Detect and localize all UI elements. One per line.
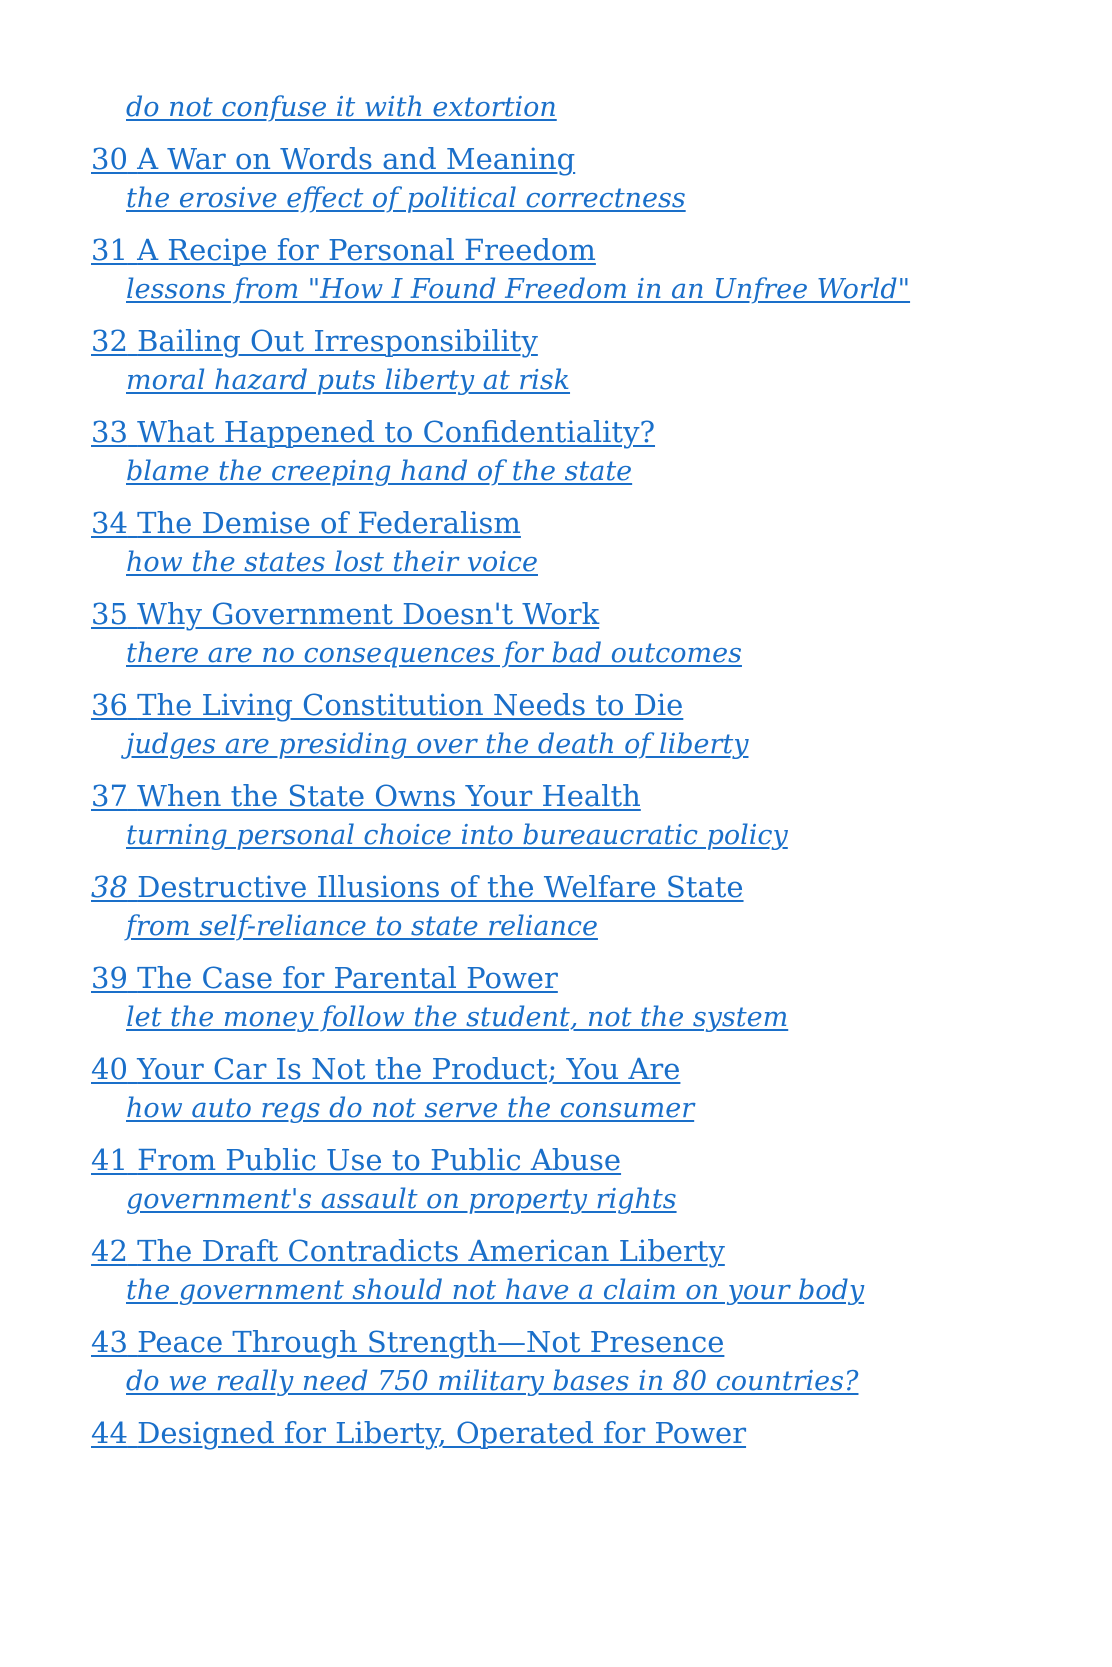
chapter-number: 35: [91, 597, 128, 631]
chapter-title: Peace Through Strength—Not Presence: [137, 1325, 725, 1359]
chapter-title: The Demise of Federalism: [137, 506, 521, 540]
toc-subtitle-link[interactable]: government's assault on property rights: [126, 1184, 677, 1215]
toc-title-link[interactable]: [91, 1413, 1071, 1453]
chapter-number: 40: [91, 1052, 128, 1086]
chapter-number: 33: [91, 415, 128, 449]
chapter-number: 37: [91, 779, 128, 813]
toc-entry: [91, 594, 1071, 673]
toc-entry: [91, 321, 1071, 400]
toc-title-link[interactable]: [91, 685, 1071, 725]
chapter-title: Why Government Doesn't Work: [137, 597, 600, 631]
chapter-title: A Recipe for Personal Freedom: [137, 233, 596, 267]
chapter-title: What Happened to Confidentiality?: [137, 415, 656, 449]
chapter-number: 44: [91, 1416, 128, 1450]
toc-entry: [91, 1322, 1071, 1401]
toc-title-link[interactable]: [91, 867, 1071, 907]
toc-subtitle-link[interactable]: let the money follow the student, not the system: [126, 1002, 789, 1033]
toc-subtitle-link[interactable]: do not confuse it with extortion: [126, 92, 557, 123]
toc-entry-list: [91, 139, 1071, 1453]
toc-entry: [91, 685, 1071, 764]
chapter-number: 34: [91, 506, 128, 540]
toc-entry: [91, 776, 1071, 855]
chapter-title: The Case for Parental Power: [137, 961, 558, 995]
chapter-title: A War on Words and Meaning: [137, 142, 576, 176]
toc-entry: [91, 1049, 1071, 1128]
toc-title-link[interactable]: [91, 1140, 1071, 1180]
toc-subtitle-link[interactable]: there are no consequences for bad outcomes: [126, 638, 742, 669]
toc-entry: [91, 230, 1071, 309]
chapter-number: 41: [91, 1143, 128, 1177]
toc-entry: [91, 139, 1071, 218]
toc-subtitle-link[interactable]: the government should not have a claim on your body: [126, 1275, 865, 1306]
toc-title-link[interactable]: [91, 1322, 1071, 1362]
toc-subtitle-link[interactable]: how auto regs do not serve the consumer: [126, 1093, 695, 1124]
chapter-title: The Draft Contradicts American Liberty: [137, 1234, 725, 1268]
toc-title-link[interactable]: [91, 230, 1071, 270]
toc-title-link[interactable]: [91, 958, 1071, 998]
toc-subtitle-link[interactable]: moral hazard puts liberty at risk: [126, 365, 571, 396]
toc-subtitle-link[interactable]: from self-reliance to state reliance: [126, 911, 598, 942]
chapter-number: 38: [91, 870, 128, 904]
toc-title-link[interactable]: [91, 776, 1071, 816]
chapter-title: When the State Owns Your Health: [137, 779, 641, 813]
toc-entry-continued: [91, 88, 1071, 127]
chapter-number: 36: [91, 688, 128, 722]
chapter-number: 32: [91, 324, 128, 358]
chapter-title: Designed for Liberty, Operated for Power: [137, 1416, 747, 1450]
chapter-title: Bailing Out Irresponsibility: [137, 324, 538, 358]
toc-entry: [91, 958, 1071, 1037]
toc-entry: [91, 1231, 1071, 1310]
chapter-title: The Living Constitution Needs to Die: [137, 688, 684, 722]
toc-title-link[interactable]: [91, 321, 1071, 361]
toc-subtitle-link[interactable]: judges are presiding over the death of liberty: [126, 729, 749, 760]
toc-subtitle-link[interactable]: do we really need 750 military bases in 80 countries?: [126, 1366, 859, 1397]
toc-entry: [91, 867, 1071, 946]
toc-subtitle-link[interactable]: blame the creeping hand of the state: [126, 456, 633, 487]
chapter-number: 39: [91, 961, 128, 995]
toc-entry: [91, 503, 1071, 582]
chapter-title: Destructive Illusions of the Welfare State: [137, 870, 744, 904]
toc-subtitle-link[interactable]: how the states lost their voice: [126, 547, 538, 578]
chapter-title: From Public Use to Public Abuse: [137, 1143, 622, 1177]
toc-title-link[interactable]: [91, 594, 1071, 634]
table-of-contents: [91, 88, 1071, 1465]
toc-title-link[interactable]: [91, 412, 1071, 452]
toc-title-link[interactable]: [91, 1049, 1071, 1089]
toc-title-link[interactable]: [91, 139, 1071, 179]
toc-entry: [91, 1140, 1071, 1219]
toc-entry: [91, 1413, 1071, 1453]
chapter-number: 31: [91, 233, 128, 267]
toc-title-link[interactable]: [91, 503, 1071, 543]
chapter-number: 43: [91, 1325, 128, 1359]
toc-subtitle-link[interactable]: turning personal choice into bureaucratic policy: [126, 820, 788, 851]
chapter-number: 30: [91, 142, 128, 176]
toc-title-link[interactable]: [91, 1231, 1071, 1271]
toc-subtitle-link[interactable]: the erosive effect of political correctness: [126, 183, 686, 214]
chapter-title: Your Car Is Not the Product; You Are: [137, 1052, 681, 1086]
toc-subtitle-link[interactable]: lessons from "How I Found Freedom in an Unfree World": [126, 274, 911, 305]
toc-entry: [91, 412, 1071, 491]
chapter-number: 42: [91, 1234, 128, 1268]
